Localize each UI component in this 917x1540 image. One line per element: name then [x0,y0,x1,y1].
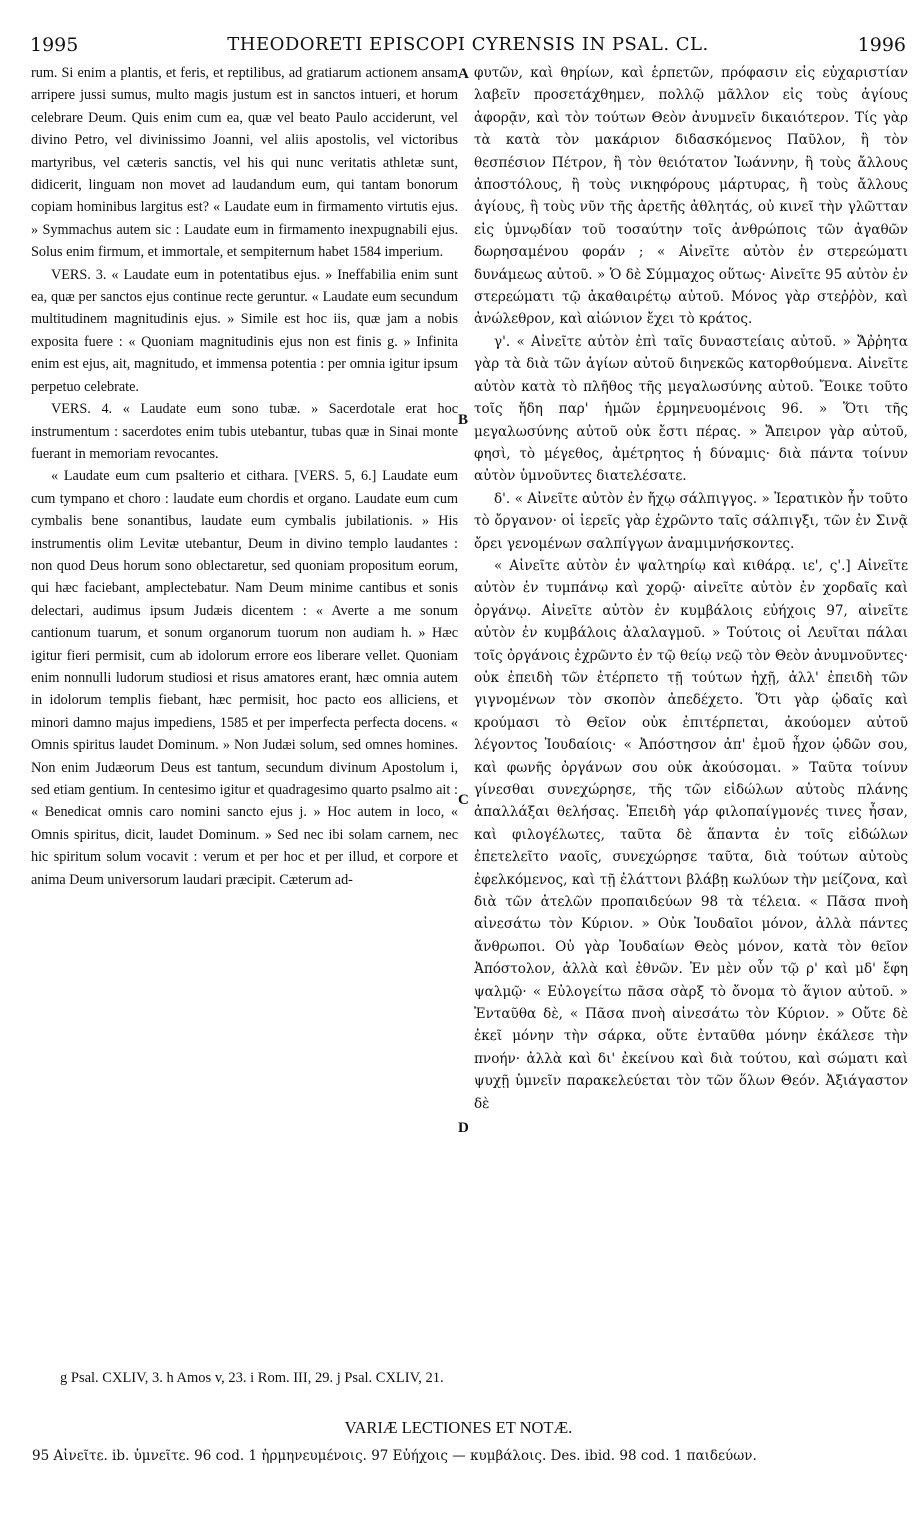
greek-paragraph: φυτῶν, καὶ θηρίων, καὶ ἑρπετῶν, πρόφασιν εἰς εὐχαριστίαν λαβεῖν προσετάχθημεν, πολλῷ μᾶλλον εἰς τοὺς ἁγίους ἀφορᾷν, καὶ τὸν τούτων Θεὸν ἀνυμνεῖν δικαιότερον. Τίς γὰρ τὰ κατὰ τὸν μακάριον διδασκόμενος Παῦλον, ἢ τὸν θεσπέσιον Πέτρον, ἢ τὸν θειότατον Ἰωάννην, ἢ τοὺς ἄλλους ἀποστόλους, ἢ τοὺς νικηφόρους μάρτυρας, ἢ τοὺς ἄλλους ἁγίους, ἢ τοὺς νῦν τῆς ἀρετῆς ἀθλητάς, οὐ κινεῖ τὴν γλῶτταν εἰς ὑμνῳδίαν τοῦ τοσαύτην τοῖς ἀνθρώποις τῶν ἀγαθῶν δωρησαμένου φοράν ; « Αἰνεῖτε αὐτὸν ἐν στερεώματι δυνάμεως αὐτοῦ. » Ὁ δὲ Σύμμαχος οὕτως· Αἰνεῖτε 95 αὐτὸν ἐν στερεώματι τῷ ἀκαθαιρέτῳ αὐτοῦ. Μόνος γὰρ στεῤῥὸν, καὶ ἀνώλεθρον, καὶ αἰώνιον ἔχει τὸ κράτος. [474,65,908,328]
greek-paragraph: δ'. « Αἰνεῖτε αὐτὸν ἐν ἤχῳ σάλπιγγος. » Ἱερατικὸν ἦν τοῦτο τὸ ὄργανον· οἱ ἱερεῖς γὰρ ἐχρῶντο ταῖς σάλπιγξι, τῶν ἐν Σινᾷ ὄρει γενομένων σαλπίγγων ἀναμιμνήσκοντες. [474,490,908,552]
running-title: THEODORETI EPISCOPI CYRENSIS IN PSAL. CL. [227,34,709,55]
notes-heading: VARIÆ LECTIONES ET NOTÆ. [344,1418,573,1437]
greek-paragraph: γ'. « Αἰνεῖτε αὐτὸν ἐπὶ ταῖς δυναστείαις αὐτοῦ. » Ἄῤῥητα γὰρ τὰ διὰ τῶν ἁγίων αὐτοῦ διηνεκῶς κατορθούμενα. Αἰνεῖτε αὐτὸν κατὰ τὸ πλῆθος τῆς μεγαλωσύνης αὐτοῦ. Ἔοικε τοῦτο τοῖς ἤδη παρ' ἡμῶν ἑρμηνευομένοις 96. » Ὅτι τῆς μεγαλωσύνης αὐτοῦ οὐκ ἔστι πέρας. » Ἄπειρον γὰρ αὐτοῦ, φησὶ, τὸ μέγεθος, ἀμέτρητος ἡ δύναμις· διὰ πάντα τοίνυν αὐτὸν ὑμνοῦντες διατελέσατε. [474,333,908,485]
greek-paragraph: « Αἰνεῖτε αὐτὸν ἐν ψαλτηρίῳ καὶ κιθάρᾳ. ιε', ς'.] Αἰνεῖτε αὐτὸν ἐν τυμπάνῳ καὶ χορῷ· αἰνεῖτε αὐτὸν ἐν χορδαῖς καὶ ὀργάνῳ. Αἰνεῖτε αὐτὸν ἐν κυμβάλοις εὐήχοις 97, αἰνεῖτε αὐτὸν ἐν κυμβάλοις ἀλαλαγμοῦ. » Τούτοις οἱ Λευῖται πάλαι τοῖς ὀργάνοις ἐχρῶντο ἐν τῷ θείῳ νεῷ τὸν Θεὸν ἀνυμνοῦντες· οὐκ ἐπειδὴ τῶν ἐτέρπετο τῇ τούτων ἠχῇ, ἀλλ' ἐπειδὴ τῶν γιγνομένων τὸν σκοπὸν ἀπεδέχετο. Ὅτι γὰρ ᾠδαῖς καὶ κρούμασι τὸ Θεῖον οὐκ ἐπιτέρπεται, ἀκούομεν αὐτοῦ λέγοντος Ἰουδαίοις· « Ἀπόστησον ἀπ' ἐμοῦ ἦχον ᾠδῶν σου, καὶ φωνῆς ὀργάνων σου οὐκ ἀκούσομαι. » Ταῦτα τοίνυν γίνεσθαι συνεχώρησε, τῆς τῶν εἰδώλων αὐτοὺς πλάνης ἀπαλλάξαι θελήσας. Ἐπειδὴ γάρ φιλοπαίγμονές τινες ἦσαν, καὶ φιλογέλωτες, ταῦτα δὲ ἅπαντα ἐν τοῖς εἰδώλων ἐπετελεῖτο ναοῖς, συνεχώρησε ταῦτα, διὰ τούτων αὐτοὺς ἐφελκόμενος, καὶ τῇ ἐλάττονι βλάβῃ κωλύων τὴν μείζονα, καὶ διὰ τῶν ἀτελῶν προπαιδεύων 98 τὰ τέλεια. « Πᾶσα πνοὴ αἰνεσάτω τὸν Κύριον. » Οὐκ Ἰουδαῖοι μόνον, ἀλλὰ πάντες ἄνθρωποι. Οὐ γὰρ Ἰουδαίων Θεὸς μόνον, κατὰ τὸν θεῖον Ἀπόστολον, ἀλλὰ καὶ ἐθνῶν. Ἐν μὲν οὖν τῷ ρ' καὶ μδ' ἔφη ψαλμῷ· « Εὐλογείτω πᾶσα σὰρξ τὸ ὄνομα τὸ ἅγιον αὐτοῦ. » Ἐνταῦθα δὲ, « Πᾶσα πνοὴ αἰνεσάτω τὸν Κύριον. » Οὔτε δὲ ἐκεῖ μόνην τὴν σάρκα, οὔτε ἐνταῦθα μόνην ἐκάλεσε τὴν πνοήν· ἀλλὰ καὶ δι' ἐκείνου καὶ διὰ τούτου, καὶ σώματι καὶ ψυχῇ ὑμνεῖν παρακελεύεται τὸν τῶν ὅλων Θεόν. Ἀξιάγαστον δὲ [474,557,908,1112]
scripture-footnotes: g Psal. CXLIV, 3. h Amos v, 23. i Rom. III, 29. j Psal. CXLIV, 21. [60,1370,444,1386]
margin-marker-b: B [458,412,469,428]
greek-column [474,62,908,1352]
latin-paragraph: rum. Si enim a plantis, et feris, et reptilibus, ad gratiarum actionem ansam arripere jussi sumus, multo magis justum est in sanctos intueri, et horum celebrare Deum. Quis enim cum ea, quæ vel beato Paulo acciderunt, vel divino Petro, vel divinissimo Joanni, vel aliis apostolis, vel victoribus martyribus, vel cæteris sanctis, vel his qui nunc veritatis athletæ sunt, didicerit, linguam non movet ad laudandum eum, qui tantam bonorum copiam hominibus largitus est? « Laudate eum in firmamento virtutis ejus. » Symmachus autem sic : Laudate eum in firmamento inexpugnabili ejus. Solus enim firmum, et immortale, et sempiternum habet 1584 imperium. [31,65,458,261]
right-column-number: 1996 [857,34,906,56]
page-header [30,34,906,60]
latin-paragraph: VERS. 4. « Laudate eum sono tubæ. » Sacerdotale erat hoc instrumentum : sacerdotes enim tubis utebantur, tubas quæ in Sinai monte fuerant in memoriam revocantes. [31,401,458,462]
margin-marker-a: A [458,66,469,82]
margin-marker-d: D [458,1120,469,1136]
left-column-number: 1995 [30,34,79,56]
margin-marker-c: C [458,792,469,808]
latin-column [31,62,458,1352]
latin-paragraph: VERS. 3. « Laudate eum in potentatibus ejus. » Ineffabilia enim sunt ea, quæ per sanctos ejus continue recte geruntur. « Laudate eum secundum multitudinem magnitudinis ejus. » Simile est hoc iis, quæ jam a nobis exposita fuere : « Quoniam magnitudinis ejus non est finis g. » Infinita enim est ejus, ait, magnitudo, et immensa potentia : per omnia igitur ipsum perpetuo celebrate. [31,266,458,395]
variant-readings: 95 Αἰνεῖτε. ib. ὑμνεῖτε. 96 cod. 1 ἡρμηνευμένοις. 97 Εὐήχοις — κυμβάλοις. Des. ibid. 98 cod. 1 παιδεύων. [32,1448,757,1464]
latin-paragraph: « Laudate eum cum psalterio et cithara. [VERS. 5, 6.] Laudate eum cum tympano et choro : laudate eum chordis et organo. Laudate eum cum cymbalis bene sonantibus, laudate eum cymbalis jubilationis. » His instrumentis olim Levitæ utebantur, Deum in divino templo laudantes : non quod Deus horum sono oblectaretur, sed quoniam propositum eorum, qui hæc faciebant, amplectebatur. Nam Deum minime cantibus et sonis delectari, audimus ipsum Judæis dicentem : « Averte a me sonum cantionum tuarum, et sonum organorum tuorum non audiam h. » Hæc igitur fieri permisit, cum ab idolorum errore eos liberare vellet. Quoniam enim nonnulli ludorum studiosi et risus amatores erant, hæc omnia autem in idolorum templis fiebant, hæc permisit, hoc pacto eos alliciens, et minori damno majus impediens, 1585 et per imperfecta perfecta docens. « Omnis spiritus laudet Dominum. » Non Judæi solum, sed omnes homines. Non enim Judæorum Deus est tantum, secundum divinum Apostolum i, sed etiam gentium. In centesimo igitur et quadragesimo quarto psalmo ait : « Benedicat omnis caro nomini sancto ejus j. » Hoc autem in loco, « Omnis spiritus, dicit, laudet Dominum. » Sed nec ibi solam carnem, nec hic spiritum solum vocavit : verum et per hoc et per illud, et corpore et anima Deum universorum laudari præcipit. Cæterum ad- [31,468,458,888]
